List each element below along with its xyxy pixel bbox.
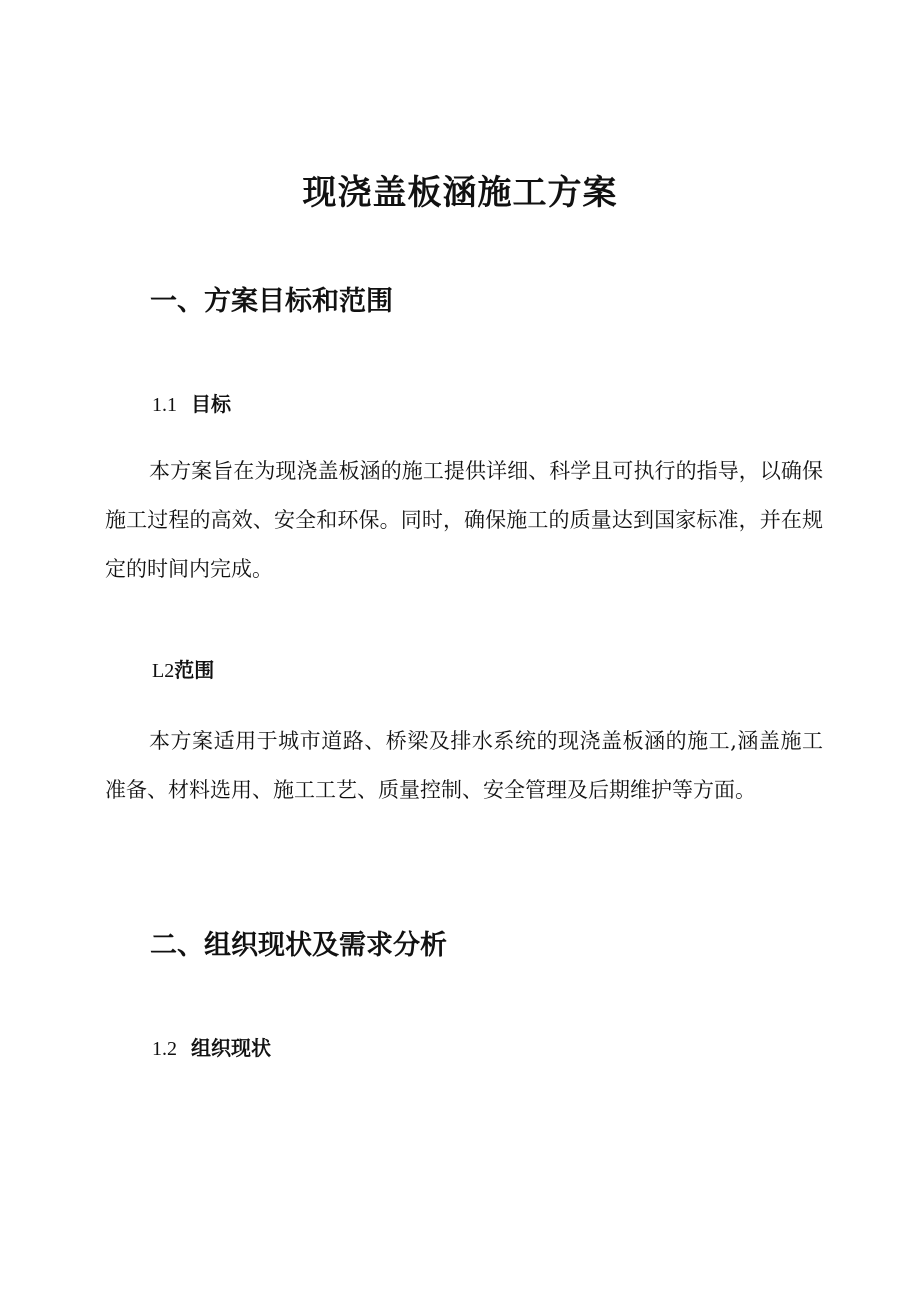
body-paragraph-scope: 本方案适用于城市道路、桥梁及排水系统的现浇盖板涵的施工,涵盖施工准备、材料选用、施工工艺、质量控制、安全管理及后期维护等方面。: [105, 729, 823, 802]
subsection-title: 目标: [191, 392, 231, 416]
subsection-title: 范围: [174, 658, 215, 682]
subsection-number: 1.1: [152, 394, 177, 416]
section-heading-1: 一、方案目标和范围: [150, 286, 393, 317]
section-heading-2: 二、组织现状及需求分析: [150, 930, 447, 961]
subsection-heading-1-2: [152, 655, 214, 686]
document-title: 现浇盖板涵施工方案: [302, 173, 618, 213]
body-paragraph-goal: 本方案旨在为现浇盖板涵的施工提供详细、科学且可执行的指导，以确保施工过程的高效、安全和环保。同时，确保施工的质量达到国家标准，并在规定的时间内完成。: [105, 459, 823, 581]
subsection-title: 组织现状: [191, 1036, 271, 1060]
subsection-number: L2: [152, 660, 175, 682]
subsection-number: 1.2: [152, 1038, 177, 1060]
subsection-heading-2-1: [152, 1033, 271, 1064]
subsection-heading-1-1: [152, 389, 231, 420]
